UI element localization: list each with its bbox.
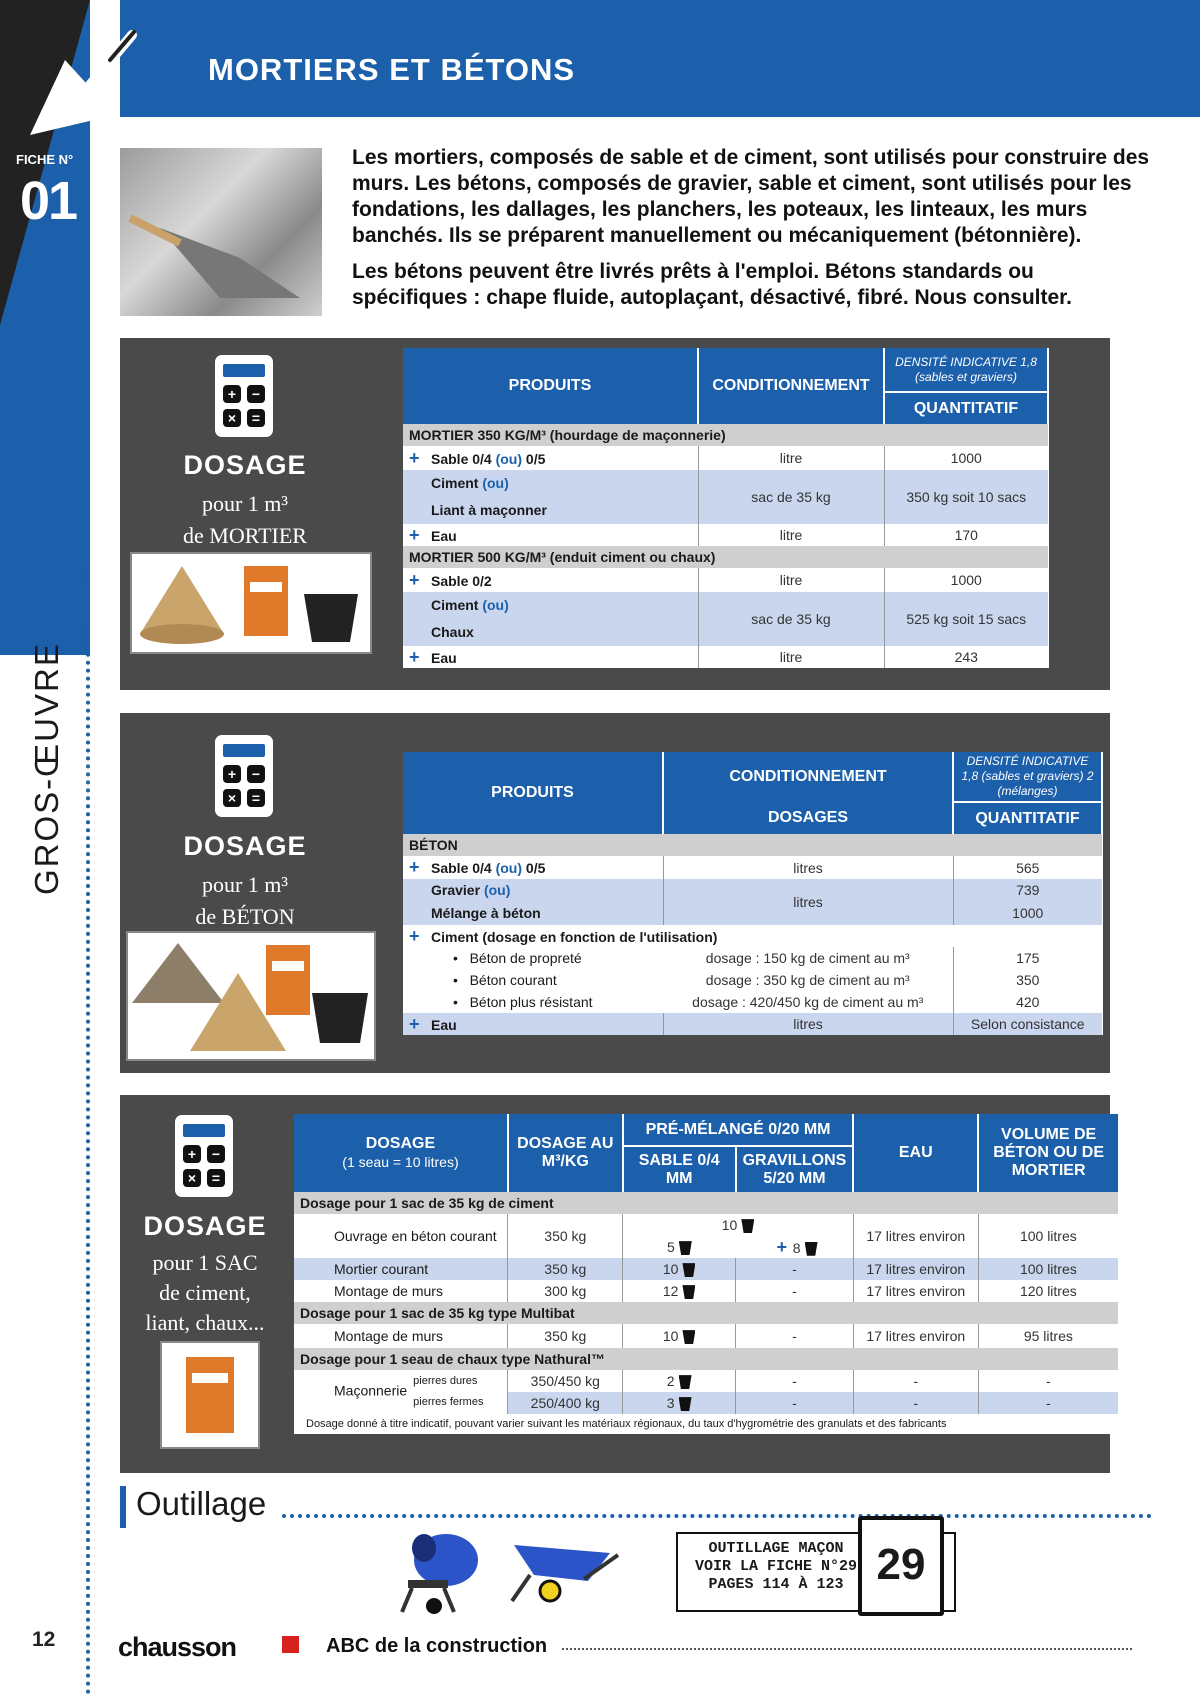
th-pack: CONDITIONNEMENT	[663, 752, 953, 802]
product-name: Ciment	[431, 597, 479, 613]
intro-paragraph-2: Les bétons peuvent être livrés prêts à l'emploi. Bétons standards ou spécifiques : chape fluide, autoplaçant, désactivé, fibré. Nous consulter.	[352, 260, 1073, 309]
cell-pack: litres	[663, 879, 953, 925]
th-sable: SABLE 0/4 MM	[623, 1146, 736, 1192]
cell-qty: 525 kg soit 15 sacs	[884, 592, 1048, 646]
intro-paragraph-1: Les mortiers, composés de sable et de ciment, sont utilisés pour construire des murs. Les bétons, composés de gravier, sable et ciment, sont utilisés pour les fondations, les dallages, les planchers, les poteaux, les linteaux, les murs banchés. Ils se préparent manuellement ou mécaniquement (bétonnière).	[352, 146, 1150, 247]
bucket-icon	[682, 1330, 695, 1344]
th-m3: DOSAGE AU M³/KG	[508, 1114, 623, 1192]
mortier-table	[403, 348, 1049, 668]
bucket-icon	[679, 1375, 692, 1389]
product-name-alt: 0/5	[525, 860, 546, 876]
section-row: MORTIER 350 KG/M³ (hourdage de maçonnerie)	[409, 427, 726, 443]
or-label: (ou)	[482, 597, 509, 613]
cement-bag-icon	[266, 945, 310, 1015]
cell-kg: 300 kg	[508, 1280, 623, 1302]
plus-icon: +	[409, 925, 420, 946]
footer-dotted-line	[562, 1648, 1132, 1650]
cell-kg: 350 kg	[508, 1214, 623, 1258]
cell-vol: -	[978, 1392, 1118, 1414]
cell-kg: 350 kg	[508, 1324, 623, 1348]
cell-sable: 10	[662, 1327, 679, 1344]
plus-icon: +	[409, 447, 420, 468]
row-label: Mortier courant	[334, 1261, 429, 1277]
cell-vol: 100 litres	[978, 1258, 1118, 1280]
sidebar-dotted-line	[86, 565, 90, 1695]
section-row: MORTIER 500 KG/M³ (enduit ciment ou chaux)	[409, 549, 716, 565]
cell-vol: 120 litres	[978, 1280, 1118, 1302]
sac-table	[294, 1114, 1118, 1434]
cement-bag-icon	[244, 566, 288, 636]
plus-icon: +	[409, 1013, 420, 1034]
wheelbarrow-icon	[510, 1535, 620, 1605]
outillage-bar	[120, 1486, 126, 1528]
footer-subtitle: ABC de la construction	[326, 1635, 548, 1657]
cell-pack: litre	[698, 568, 884, 592]
th-vol: VOLUME DE BÉTON OU DE MORTIER	[978, 1114, 1118, 1192]
cell-pack: sac de 35 kg	[698, 470, 884, 524]
cell-qty: 1000	[884, 568, 1048, 592]
cell-eau: 17 litres environ	[853, 1258, 978, 1280]
trowel-photo	[120, 148, 322, 316]
product-name: Eau	[431, 1016, 457, 1033]
product-images	[126, 931, 376, 1061]
product-name: Sable 0/4	[431, 450, 492, 467]
calendar-number: 29	[876, 1540, 926, 1589]
dosage-sub-2: de MORTIER	[183, 523, 307, 548]
section-row: Dosage pour 1 seau de chaux type Nathural™	[300, 1351, 605, 1367]
cell-qty: 350	[953, 969, 1102, 991]
cell-qty: 565	[953, 856, 1102, 879]
concrete-mixer-icon	[388, 1524, 484, 1616]
cell-qty: 739	[1016, 882, 1040, 898]
product-name: Mélange à béton	[431, 905, 541, 921]
cell-qty: 243	[884, 646, 1048, 668]
calculator-icon: + − × =	[215, 355, 273, 437]
plus-icon: +	[409, 524, 420, 545]
th-dosages: DOSAGES	[663, 802, 953, 834]
row-label: Montage de murs	[334, 1283, 443, 1299]
product-name: Eau	[431, 527, 457, 544]
cell-sable: 2	[666, 1372, 675, 1389]
cone-sand-icon	[140, 566, 224, 644]
cell-qty: 420	[953, 991, 1102, 1013]
cell-dosage: dosage : 150 kg de ciment au m³	[705, 950, 910, 966]
th-eau: EAU	[853, 1114, 978, 1192]
cell-kg: 250/400 kg	[508, 1392, 623, 1414]
cell-kg: 350/450 kg	[508, 1370, 623, 1392]
calculator-icon: + − × =	[215, 735, 273, 817]
product-name: Sable 0/4	[431, 860, 492, 876]
bucket-icon	[679, 1397, 692, 1411]
cell-eau: -	[853, 1392, 978, 1414]
product-images	[130, 552, 372, 654]
bucket-icon	[682, 1285, 695, 1299]
row-label: Montage de murs	[334, 1328, 443, 1344]
bucket-icon	[805, 1242, 818, 1256]
section-row: BÉTON	[409, 837, 458, 853]
outillage-dotted-line	[282, 1514, 1152, 1518]
cell-grav: -	[736, 1392, 854, 1414]
cell-eau: -	[853, 1370, 978, 1392]
cell-qty: 170	[884, 524, 1048, 546]
cell-sable: 5	[667, 1238, 675, 1255]
brand-logo-mark	[282, 1636, 299, 1653]
section-label: GROS-ŒUVRE	[28, 642, 65, 895]
bucket-icon	[304, 594, 358, 642]
dosage-sub-3: liant, chaux...	[145, 1310, 265, 1335]
cell-vol: 95 litres	[978, 1324, 1118, 1348]
th-grav: GRAVILLONS 5/20 MM	[736, 1146, 854, 1192]
bucket-icon	[679, 1241, 692, 1255]
cell-eau: 17 litres environ	[853, 1280, 978, 1302]
fiche-number: 01	[20, 171, 77, 231]
row-label: Ouvrage en béton courant	[334, 1228, 497, 1244]
cell-vol: 100 litres	[978, 1214, 1118, 1258]
product-name: Sable 0/2	[431, 572, 492, 589]
cell-qty: Selon consistance	[953, 1013, 1102, 1035]
cell-dosage: dosage : 350 kg de ciment au m³	[705, 972, 910, 988]
cell-qty: 1000	[1012, 905, 1044, 921]
dosage-sub-1: pour 1 m³	[201, 491, 289, 516]
tool-ref-line: VOIR LA FICHE N°29	[694, 1558, 858, 1575]
or-label: (ou)	[495, 860, 523, 876]
cell-grav: -	[736, 1280, 854, 1302]
trowel-icon	[20, 20, 140, 140]
beton-type: Béton courant	[469, 972, 557, 988]
page-number: 12	[32, 1628, 56, 1651]
dosage-sub-1: pour 1 SAC	[152, 1250, 258, 1275]
or-label: (ou)	[495, 450, 523, 467]
cell-pack: sac de 35 kg	[698, 592, 884, 646]
calculator-icon: + − × =	[175, 1115, 233, 1197]
th-pack: CONDITIONNEMENT	[698, 348, 884, 424]
cell-sable: 12	[662, 1282, 679, 1299]
cell-premix: 10	[721, 1216, 738, 1233]
cone-gravel-icon	[132, 943, 224, 1003]
product-name: Liant à maçonner	[431, 502, 547, 518]
tool-ref-line: PAGES 114 À 123	[708, 1576, 844, 1593]
beton-type: Béton de propreté	[469, 950, 582, 966]
cell-pack: litre	[698, 646, 884, 668]
cell-grav: -	[736, 1370, 854, 1392]
cell-vol: -	[978, 1370, 1118, 1392]
beton-table: PRODUITS CONDITIONNEMENT DENSITÉ INDICATIVE 1,8 (sables et graviers) 2 (mélanges) DOSAGES QUANTITATIF BÉTON + Sable 0/4 (ou) 0/5 litres 565 Gravier (ou) Mélange à béton litres 739 1000 + Ciment (dosage en fonction de l'utilisation) • Béton de propreté dosage : 150 kg de ciment au m³ 175 • Béton courant dosage : 350 kg de ciment au m³ 350 • Béton plus résistant dosage : 420/450 kg de ciment au m³ 420 + Eau litres Selon consistance	[403, 752, 1103, 1035]
th-density: DENSITÉ INDICATIVE 1,8 (sables et graviers)	[884, 348, 1048, 392]
cell-qty: 1000	[884, 446, 1048, 470]
dosage-sub-2: de BÉTON	[195, 904, 295, 929]
cell-eau: 17 litres environ	[853, 1324, 978, 1348]
th-dosage: DOSAGE	[365, 1135, 436, 1152]
th-qty: QUANTITATIF	[953, 802, 1102, 834]
dosage-heading: DOSAGE	[183, 831, 307, 861]
cell-grav: 8	[792, 1239, 801, 1256]
product-name: Eau	[431, 649, 457, 666]
th-products: PRODUITS	[403, 752, 663, 834]
or-label: (ou)	[482, 475, 509, 491]
or-label: (ou)	[483, 882, 511, 898]
th-premix: PRÉ-MÉLANGÉ 0/20 MM	[623, 1114, 854, 1146]
outillage-title: Outillage	[136, 1485, 267, 1522]
intro-text	[352, 145, 1152, 321]
section-row: Dosage pour 1 sac de 35 kg type Multibat	[300, 1305, 575, 1321]
tool-ref-line: OUTILLAGE MAÇON	[708, 1540, 844, 1557]
cement-bag-icon	[186, 1357, 234, 1433]
product-name-alt: 0/5	[525, 450, 546, 467]
dosage-sub-2: de ciment,	[159, 1280, 251, 1305]
bucket-icon	[682, 1263, 695, 1277]
th-dosage-sub: (1 seau = 10 litres)	[342, 1154, 459, 1170]
plus-icon: +	[409, 857, 420, 877]
cell-grav: -	[736, 1324, 854, 1348]
product-name: Ciment	[431, 475, 479, 491]
section-row: Dosage pour 1 sac de 35 kg de ciment	[300, 1195, 554, 1211]
plus-icon: +	[409, 569, 420, 590]
cell-qty: 350 kg soit 10 sacs	[884, 470, 1048, 524]
product-name: Chaux	[431, 624, 474, 640]
page-title: MORTIERS ET BÉTONS	[208, 52, 576, 87]
cell-kg: 350 kg	[508, 1258, 623, 1280]
cell-dosage: dosage : 420/450 kg de ciment au m³	[692, 994, 924, 1010]
cell-qty: 175	[953, 947, 1102, 969]
bucket-icon	[312, 993, 368, 1043]
dosage-sub-1: pour 1 m³	[201, 872, 289, 897]
brand-logo: chausson	[118, 1632, 237, 1662]
product-name: Gravier	[431, 882, 481, 898]
product-images	[160, 1341, 260, 1449]
th-qty: QUANTITATIF	[884, 392, 1048, 424]
cell-pack: litre	[698, 524, 884, 546]
cell-grav: -	[736, 1258, 854, 1280]
fiche-label: FICHE N°	[16, 152, 74, 167]
plus-icon: +	[776, 1236, 788, 1257]
th-products: PRODUITS	[403, 348, 698, 424]
cell-sable: 10	[662, 1260, 679, 1277]
product-name: Ciment (dosage en fonction de l'utilisation)	[431, 928, 718, 945]
dosage-heading: DOSAGE	[183, 450, 307, 480]
cell-sable: 3	[666, 1394, 675, 1411]
cell-pack: litres	[663, 1013, 953, 1035]
th-density: DENSITÉ INDICATIVE 1,8 (sables et graviers) 2 (mélanges)	[953, 752, 1102, 802]
dosage-heading: DOSAGE	[143, 1211, 267, 1241]
plus-icon: +	[409, 646, 420, 667]
cell-eau: 17 litres environ	[853, 1214, 978, 1258]
row-sublabel: pierres fermes	[413, 1396, 484, 1408]
table-note: Dosage donné à titre indicatif, pouvant varier suivant les matériaux régionaux, du taux d'hygrométrie des granulats et des fabricants	[306, 1418, 947, 1430]
cell-pack: litre	[698, 446, 884, 470]
beton-type: Béton plus résistant	[469, 994, 593, 1010]
row-label: Maçonnerie	[334, 1382, 408, 1399]
bucket-icon	[741, 1219, 754, 1233]
tool-reference-text	[686, 1540, 866, 1594]
cell-pack: litres	[663, 856, 953, 879]
row-sublabel: pierres dures	[413, 1375, 478, 1387]
